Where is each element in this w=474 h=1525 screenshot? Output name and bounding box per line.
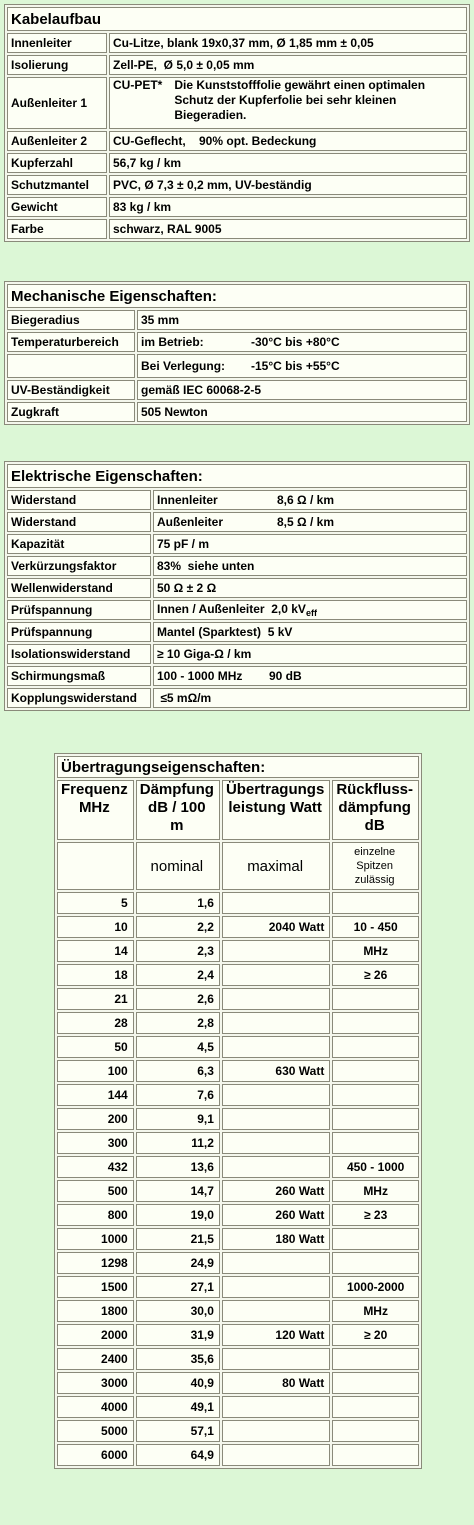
- daempfung-cell: 2,8: [136, 1012, 220, 1034]
- rueckfluss-cell: ≥ 26: [332, 964, 419, 986]
- daempfung-cell: 49,1: [136, 1396, 220, 1418]
- leistung-cell: [222, 1108, 330, 1130]
- frequenz-cell: 300: [57, 1132, 134, 1154]
- daempfung-cell: 64,9: [136, 1444, 220, 1466]
- value-primary: 100 - 1000 MHz: [157, 669, 243, 683]
- frequenz-cell: 21: [57, 988, 134, 1010]
- row-value: [153, 666, 467, 686]
- daempfung-cell: 27,1: [136, 1276, 220, 1298]
- table-row: [57, 1252, 419, 1274]
- row-value: [153, 578, 467, 598]
- daempfung-cell: 13,6: [136, 1156, 220, 1178]
- value-primary: ≤5 mΩ/m: [157, 691, 212, 705]
- row-value: [153, 644, 467, 664]
- daempfung-cell: 21,5: [136, 1228, 220, 1250]
- kabelaufbau-table: [4, 4, 470, 242]
- row-label: Innenleiter: [7, 33, 107, 53]
- rueckfluss-cell: [332, 1420, 419, 1442]
- rueckfluss-cell: [332, 892, 419, 914]
- table-row: [57, 1324, 419, 1346]
- daempfung-cell: 4,5: [136, 1036, 220, 1058]
- rueckfluss-cell: [332, 1252, 419, 1274]
- row-value: schwarz, RAL 9005: [109, 219, 467, 239]
- table-row: [57, 964, 419, 986]
- leistung-cell: 2040 Watt: [222, 916, 330, 938]
- table-row: [7, 77, 467, 129]
- value-primary: 83% siehe unten: [157, 559, 255, 573]
- leistung-cell: [222, 892, 330, 914]
- row-label: Kupferzahl: [7, 153, 107, 173]
- row-label-empty: [7, 354, 135, 378]
- col-header-frequenz: Frequenz MHz: [57, 780, 134, 840]
- daempfung-cell: 11,2: [136, 1132, 220, 1154]
- table-row: [57, 1204, 419, 1226]
- row-value: Zell-PE, Ø 5,0 ± 0,05 mm: [109, 55, 467, 75]
- table-row: [7, 578, 467, 598]
- table-row: [7, 131, 467, 151]
- frequenz-cell: 500: [57, 1180, 134, 1202]
- daempfung-cell: 2,3: [136, 940, 220, 962]
- subheader-nominal: nominal: [136, 842, 220, 890]
- col-header-rueckfluss: Rückfluss-dämpfung dB: [332, 780, 419, 840]
- table-row: [7, 175, 467, 195]
- leistung-cell: [222, 1252, 330, 1274]
- table-row: [57, 1276, 419, 1298]
- mechanische-eigenschaften-table: [4, 281, 470, 425]
- row-label: Isolationswiderstand: [7, 644, 151, 664]
- table-row: [7, 644, 467, 664]
- frequenz-cell: 4000: [57, 1396, 134, 1418]
- row-value: 35 mm: [137, 310, 467, 330]
- rueckfluss-cell: [332, 1396, 419, 1418]
- leistung-cell: 120 Watt: [222, 1324, 330, 1346]
- row-value: [153, 534, 467, 554]
- leistung-cell: [222, 1420, 330, 1442]
- table-row: [57, 1420, 419, 1442]
- row-value: [153, 600, 467, 620]
- table-row: [57, 1060, 419, 1082]
- row-value: Cu-Litze, blank 19x0,37 mm, Ø 1,85 mm ± 0,05: [109, 33, 467, 53]
- uebertragung-title: Übertragungseigenschaften:: [57, 756, 419, 778]
- value-primary: 50 Ω ± 2 Ω: [157, 581, 217, 595]
- row-label: Prüfspannung: [7, 622, 151, 642]
- table-row: [7, 688, 467, 708]
- row-value: [137, 354, 467, 378]
- row-value: [153, 622, 467, 642]
- uebertragungseigenschaften-table: [54, 753, 422, 1469]
- rueckfluss-cell: [332, 1444, 419, 1466]
- rueckfluss-cell: [332, 1108, 419, 1130]
- rueckfluss-cell: [332, 988, 419, 1010]
- table-row: [57, 1396, 419, 1418]
- table-row: [57, 1180, 419, 1202]
- mechanisch-title: Mechanische Eigenschaften:: [7, 284, 467, 308]
- table-row: [7, 600, 467, 620]
- leistung-cell: [222, 988, 330, 1010]
- leistung-cell: [222, 1132, 330, 1154]
- daempfung-cell: 9,1: [136, 1108, 220, 1130]
- frequenz-cell: 1298: [57, 1252, 134, 1274]
- frequenz-cell: 144: [57, 1084, 134, 1106]
- frequenz-cell: 100: [57, 1060, 134, 1082]
- rueckfluss-cell: MHz: [332, 940, 419, 962]
- elektrische-eigenschaften-table: [4, 461, 470, 711]
- table-row: [7, 490, 467, 510]
- frequenz-cell: 28: [57, 1012, 134, 1034]
- frequenz-cell: 10: [57, 916, 134, 938]
- rueckfluss-cell: ≥ 20: [332, 1324, 419, 1346]
- table-row: [7, 380, 467, 400]
- row-value: [153, 512, 467, 532]
- frequenz-cell: 18: [57, 964, 134, 986]
- rueckfluss-cell: [332, 1348, 419, 1370]
- leistung-cell: 630 Watt: [222, 1060, 330, 1082]
- table-row: [7, 402, 467, 422]
- table-row: [57, 892, 419, 914]
- value-primary: Innenleiter: [157, 493, 218, 507]
- rueckfluss-cell: 1000-2000: [332, 1276, 419, 1298]
- value-primary: 75 pF / m: [157, 537, 210, 551]
- table-row: [7, 219, 467, 239]
- rueckfluss-cell: MHz: [332, 1300, 419, 1322]
- row-value: [153, 556, 467, 576]
- daempfung-cell: 7,6: [136, 1084, 220, 1106]
- frequenz-cell: 1000: [57, 1228, 134, 1250]
- frequenz-cell: 432: [57, 1156, 134, 1178]
- daempfung-cell: 40,9: [136, 1372, 220, 1394]
- rueckfluss-cell: [332, 1132, 419, 1154]
- table-row: [57, 940, 419, 962]
- rueckfluss-cell: 10 - 450: [332, 916, 419, 938]
- subheader-spitzen: einzelne Spitzen zulässig: [332, 842, 419, 890]
- leistung-cell: 260 Watt: [222, 1204, 330, 1226]
- table-row: [7, 153, 467, 173]
- kabelaufbau-title: Kabelaufbau: [7, 7, 467, 31]
- row-value: [153, 490, 467, 510]
- value-subscript: eff: [305, 608, 317, 618]
- table-row: [7, 534, 467, 554]
- row-label: Isolierung: [7, 55, 107, 75]
- table-row: [57, 1132, 419, 1154]
- row-value: CU-Geflecht, 90% opt. Bedeckung: [109, 131, 467, 151]
- row-label: Farbe: [7, 219, 107, 239]
- table-row: [57, 1300, 419, 1322]
- table-row: [57, 1012, 419, 1034]
- frequenz-cell: 200: [57, 1108, 134, 1130]
- row-value: 56,7 kg / km: [109, 153, 467, 173]
- leistung-cell: [222, 1396, 330, 1418]
- row-label: Zugkraft: [7, 402, 135, 422]
- value-primary: Innen / Außenleiter 2,0 kV: [157, 602, 306, 616]
- frequenz-cell: 50: [57, 1036, 134, 1058]
- leistung-cell: [222, 1444, 330, 1466]
- row-value: [137, 332, 467, 352]
- table-row: [57, 1372, 419, 1394]
- rueckfluss-cell: [332, 1036, 419, 1058]
- row-label: Prüfspannung: [7, 600, 151, 620]
- row-label: Wellenwiderstand: [7, 578, 151, 598]
- frequenz-cell: 6000: [57, 1444, 134, 1466]
- leistung-cell: 80 Watt: [222, 1372, 330, 1394]
- frequenz-cell: 5000: [57, 1420, 134, 1442]
- rueckfluss-cell: [332, 1084, 419, 1106]
- value-secondary: 90 dB: [269, 669, 302, 683]
- row-label: Schirmungsmaß: [7, 666, 151, 686]
- col-header-leistung: Übertragungs leistung Watt: [222, 780, 330, 840]
- rueckfluss-cell: [332, 1060, 419, 1082]
- row-label: Schutzmantel: [7, 175, 107, 195]
- frequenz-cell: 1500: [57, 1276, 134, 1298]
- rueckfluss-cell: MHz: [332, 1180, 419, 1202]
- table-row: [57, 916, 419, 938]
- verlegung-value: -15°C bis +55°C: [251, 359, 340, 373]
- subheader-maximal: maximal: [222, 842, 330, 890]
- daempfung-cell: 2,4: [136, 964, 220, 986]
- leistung-cell: [222, 940, 330, 962]
- row-value: PVC, Ø 7,3 ± 0,2 mm, UV-beständig: [109, 175, 467, 195]
- leistung-cell: [222, 1348, 330, 1370]
- frequenz-cell: 2000: [57, 1324, 134, 1346]
- row-label: Temperaturbereich: [7, 332, 135, 352]
- table-row: [7, 556, 467, 576]
- table-row: [57, 1228, 419, 1250]
- row-label: Widerstand: [7, 512, 151, 532]
- table-row: [57, 1348, 419, 1370]
- leistung-cell: [222, 1276, 330, 1298]
- col-header-daempfung: Dämpfung dB / 100 m: [136, 780, 220, 840]
- leistung-cell: [222, 1084, 330, 1106]
- leistung-cell: [222, 1036, 330, 1058]
- table-row: [57, 1036, 419, 1058]
- leistung-cell: [222, 1012, 330, 1034]
- leistung-cell: [222, 1300, 330, 1322]
- table-row: [7, 33, 467, 53]
- value-text: Die Kunststofffolie gewährt einen optimalen Schutz der Kupferfolie bei sehr kleinen Biegeradien.: [174, 78, 426, 122]
- daempfung-cell: 30,0: [136, 1300, 220, 1322]
- subheader-empty: [57, 842, 134, 890]
- table-row: [7, 310, 467, 330]
- value-primary: Mantel (Sparktest) 5 kV: [157, 625, 293, 639]
- rueckfluss-cell: [332, 1228, 419, 1250]
- table-row: [7, 332, 467, 352]
- daempfung-cell: 2,6: [136, 988, 220, 1010]
- daempfung-cell: 35,6: [136, 1348, 220, 1370]
- row-label: Außenleiter 2: [7, 131, 107, 151]
- leistung-cell: [222, 964, 330, 986]
- row-label: Außenleiter 1: [7, 77, 107, 129]
- leistung-cell: [222, 1156, 330, 1178]
- daempfung-cell: 19,0: [136, 1204, 220, 1226]
- frequenz-cell: 1800: [57, 1300, 134, 1322]
- row-label: Widerstand: [7, 490, 151, 510]
- frequenz-cell: 800: [57, 1204, 134, 1226]
- rueckfluss-cell: [332, 1372, 419, 1394]
- table-row: [57, 1084, 419, 1106]
- row-value: 505 Newton: [137, 402, 467, 422]
- value-primary: Außenleiter: [157, 515, 224, 529]
- frequenz-cell: 3000: [57, 1372, 134, 1394]
- value-secondary: 8,6 Ω / km: [277, 493, 334, 507]
- row-value: [109, 77, 467, 129]
- table-row: [57, 1156, 419, 1178]
- row-value: [153, 688, 467, 708]
- table-row: [7, 622, 467, 642]
- row-label: Verkürzungsfaktor: [7, 556, 151, 576]
- table-row: [7, 354, 467, 378]
- row-label: Gewicht: [7, 197, 107, 217]
- table-row: [57, 1444, 419, 1466]
- row-value: gemäß IEC 60068-2-5: [137, 380, 467, 400]
- table-row: [7, 197, 467, 217]
- row-value: 83 kg / km: [109, 197, 467, 217]
- daempfung-cell: 57,1: [136, 1420, 220, 1442]
- leistung-cell: 260 Watt: [222, 1180, 330, 1202]
- leistung-cell: 180 Watt: [222, 1228, 330, 1250]
- table-row: [7, 666, 467, 686]
- daempfung-cell: 14,7: [136, 1180, 220, 1202]
- daempfung-cell: 6,3: [136, 1060, 220, 1082]
- frequenz-cell: 5: [57, 892, 134, 914]
- daempfung-cell: 31,9: [136, 1324, 220, 1346]
- row-label: UV-Beständigkeit: [7, 380, 135, 400]
- row-label: Kapazität: [7, 534, 151, 554]
- table-row: [57, 1108, 419, 1130]
- value-primary: ≥ 10 Giga-Ω / km: [157, 647, 252, 661]
- rueckfluss-cell: ≥ 23: [332, 1204, 419, 1226]
- row-label: Biegeradius: [7, 310, 135, 330]
- daempfung-cell: 24,9: [136, 1252, 220, 1274]
- row-label: Kopplungswiderstand: [7, 688, 151, 708]
- value-secondary: 8,5 Ω / km: [277, 515, 334, 529]
- table-row: [7, 55, 467, 75]
- elektrisch-title: Elektrische Eigenschaften:: [7, 464, 467, 488]
- frequenz-cell: 14: [57, 940, 134, 962]
- betrieb-label: im Betrieb:: [141, 335, 204, 349]
- table-row: [7, 512, 467, 532]
- frequenz-cell: 2400: [57, 1348, 134, 1370]
- daempfung-cell: 1,6: [136, 892, 220, 914]
- table-row: [57, 988, 419, 1010]
- rueckfluss-cell: 450 - 1000: [332, 1156, 419, 1178]
- value-lead: CU-PET*: [113, 78, 163, 92]
- rueckfluss-cell: [332, 1012, 419, 1034]
- verlegung-label: Bei Verlegung:: [141, 359, 226, 373]
- daempfung-cell: 2,2: [136, 916, 220, 938]
- betrieb-value: -30°C bis +80°C: [251, 335, 340, 349]
